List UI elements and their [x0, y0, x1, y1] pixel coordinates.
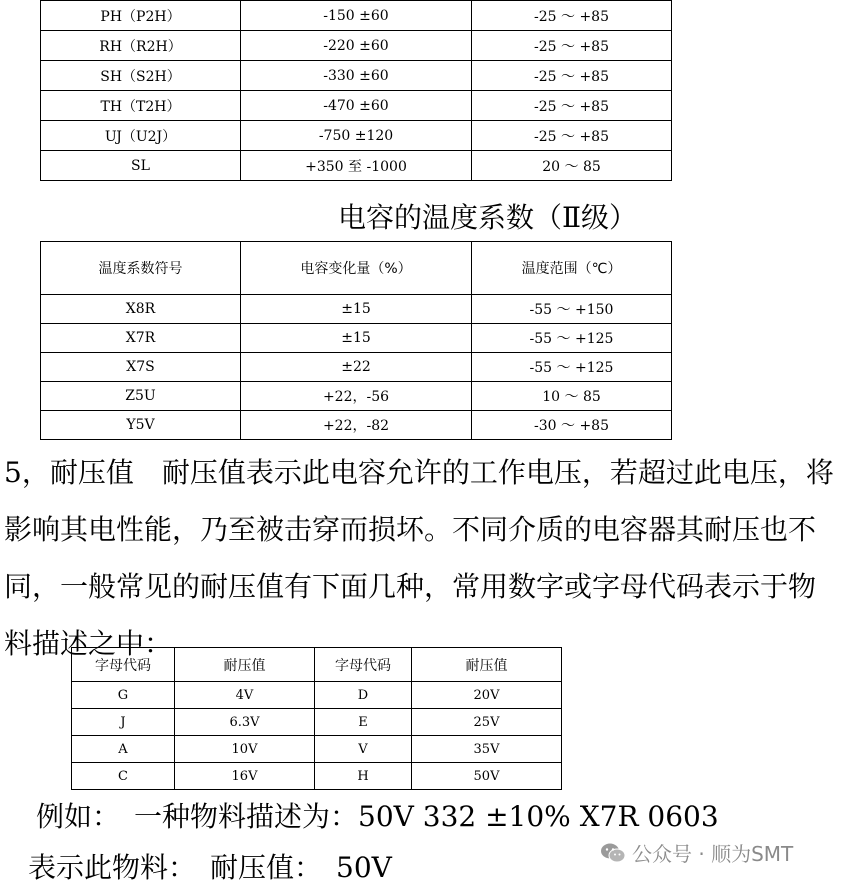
table-row — [41, 61, 672, 91]
table-cell: SH（S2H） — [41, 61, 241, 91]
table-cell: +22，-82 — [241, 411, 472, 440]
temperature-coefficient-table-class1 — [40, 0, 672, 181]
table-cell: J — [72, 709, 175, 736]
table-cell: 16V — [175, 763, 315, 790]
header-cell: 耐压值 — [175, 648, 315, 682]
table-cell: -330 ±60 — [241, 61, 472, 91]
table-cell: -30 ～ +85 — [472, 411, 672, 440]
table-cell: TH（T2H） — [41, 91, 241, 121]
table-row — [41, 353, 672, 382]
table-cell: A — [72, 736, 175, 763]
table-cell: 4V — [175, 682, 315, 709]
table-cell: RH（R2H） — [41, 31, 241, 61]
table-cell: 10 ～ 85 — [472, 382, 672, 411]
table-cell: -55 ～ +125 — [472, 324, 672, 353]
table-cell: PH（P2H） — [41, 1, 241, 31]
table-cell: +350 至 -1000 — [241, 151, 472, 181]
header-cell: 温度范围（℃） — [472, 242, 672, 295]
table-cell: -55 ～ +125 — [472, 353, 672, 382]
table-cell: H — [315, 763, 412, 790]
table-cell: D — [315, 682, 412, 709]
table-row — [41, 121, 672, 151]
table-row — [72, 709, 562, 736]
table-cell: -55 ～ +150 — [472, 295, 672, 324]
header-cell: 温度系数符号 — [41, 242, 241, 295]
table-cell: ±15 — [241, 324, 472, 353]
temperature-coefficient-table-class2 — [40, 241, 672, 440]
table-row — [41, 1, 672, 31]
table-cell: Y5V — [41, 411, 241, 440]
table-row — [72, 763, 562, 790]
table-cell: 20V — [412, 682, 562, 709]
table-cell: -470 ±60 — [241, 91, 472, 121]
table-cell: -25 ～ +85 — [472, 61, 672, 91]
table-cell: -750 ±120 — [241, 121, 472, 151]
table-cell: E — [315, 709, 412, 736]
table-cell: X7R — [41, 324, 241, 353]
table-cell: 20 ～ 85 — [472, 151, 672, 181]
table-cell: -150 ±60 — [241, 1, 472, 31]
table-cell: C — [72, 763, 175, 790]
table-cell: 35V — [412, 736, 562, 763]
section-heading-class2: 电容的温度系数（Ⅱ级） — [338, 201, 638, 234]
table-row — [41, 91, 672, 121]
table-row — [41, 324, 672, 353]
example-explanation-line: 表示此物料： 耐压值： 50V — [28, 851, 392, 884]
table-cell: Z5U — [41, 382, 241, 411]
table-cell: -25 ～ +85 — [472, 91, 672, 121]
table-cell: ±22 — [241, 353, 472, 382]
table-row — [41, 411, 672, 440]
wechat-icon — [600, 842, 626, 864]
table-row — [72, 682, 562, 709]
table-cell: X8R — [41, 295, 241, 324]
watermark-text: 公众号 · 顺为SMT — [632, 842, 794, 866]
table-header-row — [72, 648, 562, 682]
table-row — [41, 31, 672, 61]
watermark — [600, 838, 793, 867]
table-cell: X7S — [41, 353, 241, 382]
table-row — [72, 736, 562, 763]
voltage-rating-paragraph: 5，耐压值 耐压值表示此电容允许的工作电压，若超过此电压，将影响其电性能，乃至被击穿而损坏。不同介质的电容器其耐压也不同，一般常见的耐压值有下面几种，常用数字或字母代码表示于物料描述之中： — [4, 456, 834, 660]
table-row — [41, 295, 672, 324]
table-cell: ±15 — [241, 295, 472, 324]
table-cell: 10V — [175, 736, 315, 763]
table-cell: UJ（U2J） — [41, 121, 241, 151]
example-line: 例如： 一种物料描述为：50V 332 ±10% X7R 0603 — [36, 800, 719, 833]
table-cell: V — [315, 736, 412, 763]
header-cell: 字母代码 — [315, 648, 412, 682]
header-cell: 字母代码 — [72, 648, 175, 682]
table-cell: -25 ～ +85 — [472, 1, 672, 31]
table-cell: +22，-56 — [241, 382, 472, 411]
table-cell: -220 ±60 — [241, 31, 472, 61]
table-cell: SL — [41, 151, 241, 181]
table-cell: G — [72, 682, 175, 709]
table-cell: 6.3V — [175, 709, 315, 736]
table-cell: -25 ～ +85 — [472, 121, 672, 151]
table-cell: 25V — [412, 709, 562, 736]
table-row — [41, 151, 672, 181]
table-row — [41, 382, 672, 411]
header-cell: 电容变化量（%） — [241, 242, 472, 295]
header-cell: 耐压值 — [412, 648, 562, 682]
table-header-row — [41, 242, 672, 295]
voltage-code-table — [71, 647, 562, 790]
table-cell: 50V — [412, 763, 562, 790]
table-cell: -25 ～ +85 — [472, 31, 672, 61]
